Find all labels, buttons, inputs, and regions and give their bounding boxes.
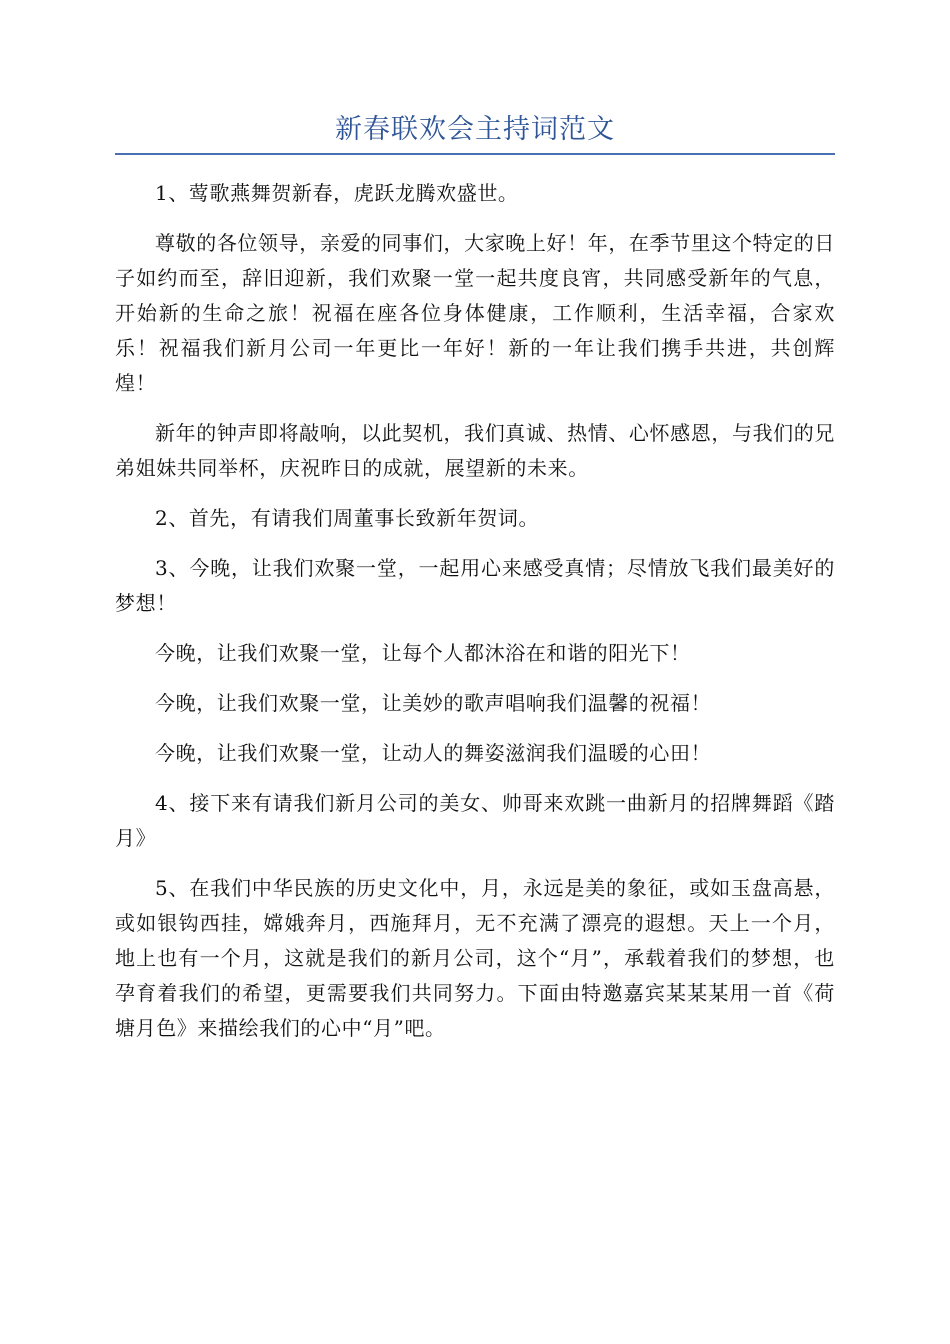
paragraph-9: 4、接下来有请我们新月公司的美女、帅哥来欢跳一曲新月的招牌舞蹈《踏月》 [115,791,835,850]
paragraph-3: 新年的钟声即将敲响，以此契机，我们真诚、热情、心怀感恩，与我们的兄弟姐妹共同举杯，庆祝昨日的成就，展望新的未来。 [115,421,835,480]
paragraph-8: 今晚，让我们欢聚一堂，让动人的舞姿滋润我们温暖的心田！ [155,741,712,765]
page-title: 新春联欢会主持词范文 [335,114,615,145]
paragraph-7: 今晚，让我们欢聚一堂，让美妙的歌声唱响我们温馨的祝福！ [155,691,712,715]
paragraph-6: 今晚，让我们欢聚一堂，让每个人都沐浴在和谐的阳光下！ [155,641,691,665]
paragraph-10: 5、在我们中华民族的历史文化中，月，永远是美的象征，或如玉盘高悬，或如银钩西挂，嫦娥奔月，西施拜月，无不充满了漂亮的遐想。天上一个月，地上也有一个月，这就是我们的新月公司，这个“月”，承载着我们的梦想，也孕育着我们的希望，更需要我们共同努力。下面由特邀嘉宾某某某用一首《荷塘月色》来描绘我们的心中“月”吧。 [115,876,835,1040]
paragraph-5: 3、今晚，让我们欢聚一堂，一起用心来感受真情；尽情放飞我们最美好的梦想！ [115,556,835,615]
paragraph-4: 2、首先，有请我们周董事长致新年贺词。 [155,506,540,530]
paragraph-1: 1、莺歌燕舞贺新春，虎跃龙腾欢盛世。 [155,181,519,205]
document-body [115,176,835,1061]
title-underline [115,153,835,155]
paragraph-2: 尊敬的各位领导，亲爱的同事们，大家晚上好！年，在季节里这个特定的日子如约而至，辞旧迎新，我们欢聚一堂一起共度良宵，共同感受新年的气息，开始新的生命之旅！祝福在座各位身体健康，工作顺利，生活幸福，合家欢乐！祝福我们新月公司一年更比一年好！新的一年让我们携手共进，共创辉煌！ [115,231,835,395]
